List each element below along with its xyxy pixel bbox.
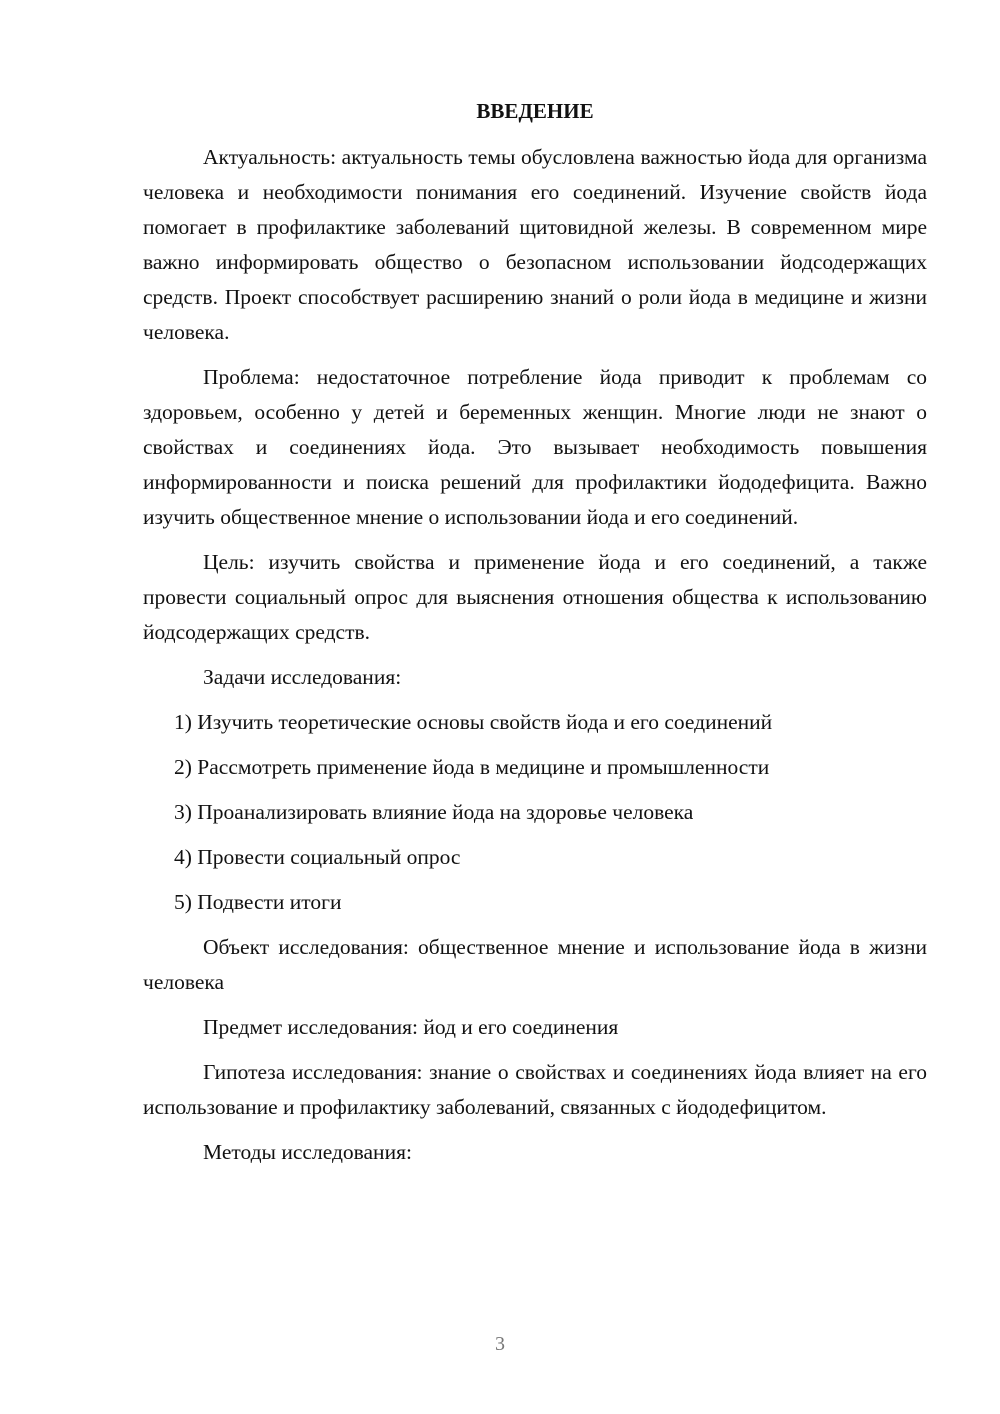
- tasks-list: [143, 705, 927, 920]
- hypothesis-paragraph: Гипотеза исследования: знание о свойствах и соединениях йода влияет на его использование и профилактику заболеваний, связанных с йододефицитом.: [143, 1060, 927, 1119]
- tasks-heading: Задачи исследования:: [203, 665, 402, 689]
- goal-paragraph: Цель: изучить свойства и применение йода и его соединений, а также провести социальный опрос для выяснения отношения общества к использованию йодсодержащих средств.: [143, 550, 927, 644]
- document-page: [143, 94, 927, 1180]
- problem-paragraph: Проблема: недостаточное потребление йода приводит к проблемам со здоровьем, особенно у детей и беременных женщин. Многие люди не знают о свойствах и соединениях йода. Это вызывает необходимость повышения информированности и поиска решений для профилактики йододефицита. Важно изучить общественное мнение о использовании йода и его соединений.: [143, 365, 927, 529]
- subject-paragraph: Предмет исследования: йод и его соединения: [203, 1015, 619, 1039]
- task-item: 1) Изучить теоретические основы свойств йода и его соединений: [174, 710, 773, 734]
- methods-heading: Методы исследования:: [203, 1140, 412, 1164]
- relevance-paragraph: Актуальность: актуальность темы обусловлена важностью йода для организма человека и необходимости понимания его соединений. Изучение свойств йода помогает в профилактике заболеваний щитовидной железы. В современном мире важно информировать общество о безопасном использовании йодсодержащих средств. Проект способствует расширению знаний о роли йода в медицине и жизни человека.: [143, 145, 927, 344]
- task-item: 2) Рассмотреть применение йода в медицине и промышленности: [174, 755, 770, 779]
- object-paragraph: Объект исследования: общественное мнение и использование йода в жизни человека: [143, 935, 927, 994]
- section-title: ВВЕДЕНИЕ: [476, 99, 594, 123]
- task-item: 4) Провести социальный опрос: [174, 845, 461, 869]
- task-item: 5) Подвести итоги: [174, 890, 342, 914]
- task-item: 3) Проанализировать влияние йода на здоровье человека: [174, 800, 694, 824]
- page-number: 3: [495, 1333, 505, 1355]
